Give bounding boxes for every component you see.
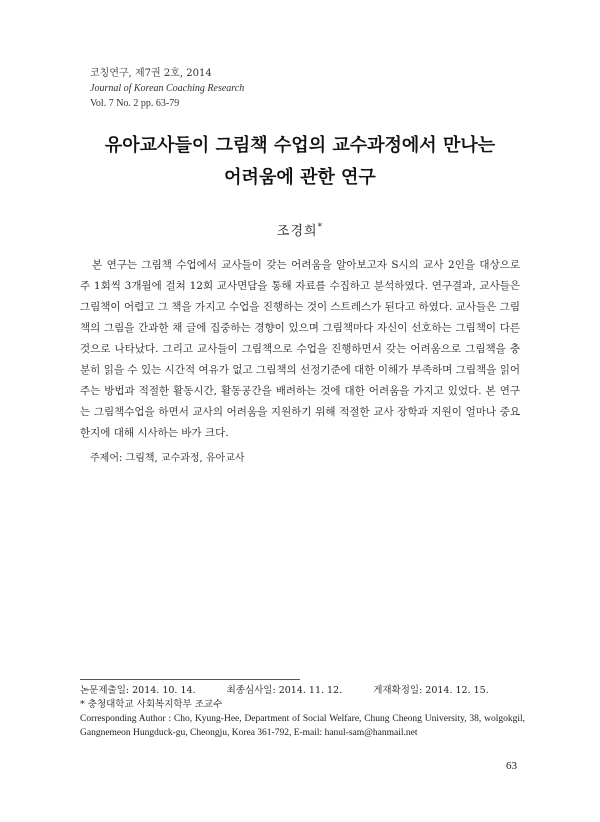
- journal-header: [90, 66, 244, 111]
- keywords-values: 그림책, 교수과정, 유아교사: [125, 453, 245, 464]
- abstract-paragraph: 본 연구는 그림책 수업에서 교사들이 갖는 어려움을 알아보고자 S시의 교사 2인을 대상으로 주 1회씩 3개월에 걸쳐 12회 교사면담을 통해 자료를 수집하고 분석하였다. 연구결과, 교사들은 그림책이 어렵고 그 책을 가지고 수업을 진행하는 것이 스트레스가 된다고 하였다. 교사들은 그림책의 그림을 간과한 채 글에 집중하는 경향이 있으며 그림책마다 자신이 선호하는 그림책이 다른 것으로 나타났다. 그리고 교사들이 그림책으로 수업을 진행하면서 갖는 어려움으로 그림책을 충분히 읽을 수 있는 시간적 여유가 없고 그림책의 선정기준에 대한 이해가 부족하며 그림책을 읽어주는 방법과 적절한 활동시간, 활동공간을 배려하는 것에 대한 어려움을 가지고 있었다. 본 연구는 그림책수업을 하면서 교사의 어려움을 지원하기 위해 적절한 교사 장학과 지원이 얼마나 중요한지에 대해 시사하는 바가 크다.: [80, 259, 520, 439]
- footnote-divider: [80, 679, 300, 680]
- author-line: [0, 220, 600, 239]
- keywords-label: 주제어:: [90, 453, 123, 464]
- page-number: 63: [506, 760, 517, 772]
- reviewed-date: 최종심사일: 2014. 11. 12.: [226, 685, 343, 696]
- paper-title: [60, 130, 540, 194]
- author-name: 조경희: [276, 224, 318, 239]
- paper-title-line-2: 어려움에 관한 연구: [224, 167, 376, 188]
- journal-english-name: Journal of Korean Coaching Research: [90, 83, 245, 94]
- footnotes: [80, 684, 525, 740]
- journal-volume: Vol. 7 No. 2 pp. 63-79: [90, 98, 180, 109]
- submission-dates: [80, 684, 525, 698]
- received-date: 논문제출일: 2014. 10. 14.: [80, 685, 196, 696]
- accepted-date: 게재확정일: 2014. 12. 15.: [373, 685, 489, 696]
- author-footnote-mark: *: [317, 222, 324, 233]
- journal-korean-citation: 코칭연구, 제7권 2호, 2014: [90, 68, 212, 79]
- corresponding-author: Corresponding Author : Cho, Kyung-Hee, Department of Social Welfare, Chung Cheong University, 38, wolgokgil, Gangnemeon Hungduck-gu, Cheongju, Korea 361-792, E-mail: hanul-sam@hanmail.net: [80, 714, 525, 738]
- author-affiliation: * 충청대학교 사회복지학부 조교수: [80, 699, 223, 710]
- paper-title-line-1: 유아교사들이 그림책 수업의 교수과정에서 만나는: [104, 135, 496, 156]
- keywords: [90, 449, 245, 464]
